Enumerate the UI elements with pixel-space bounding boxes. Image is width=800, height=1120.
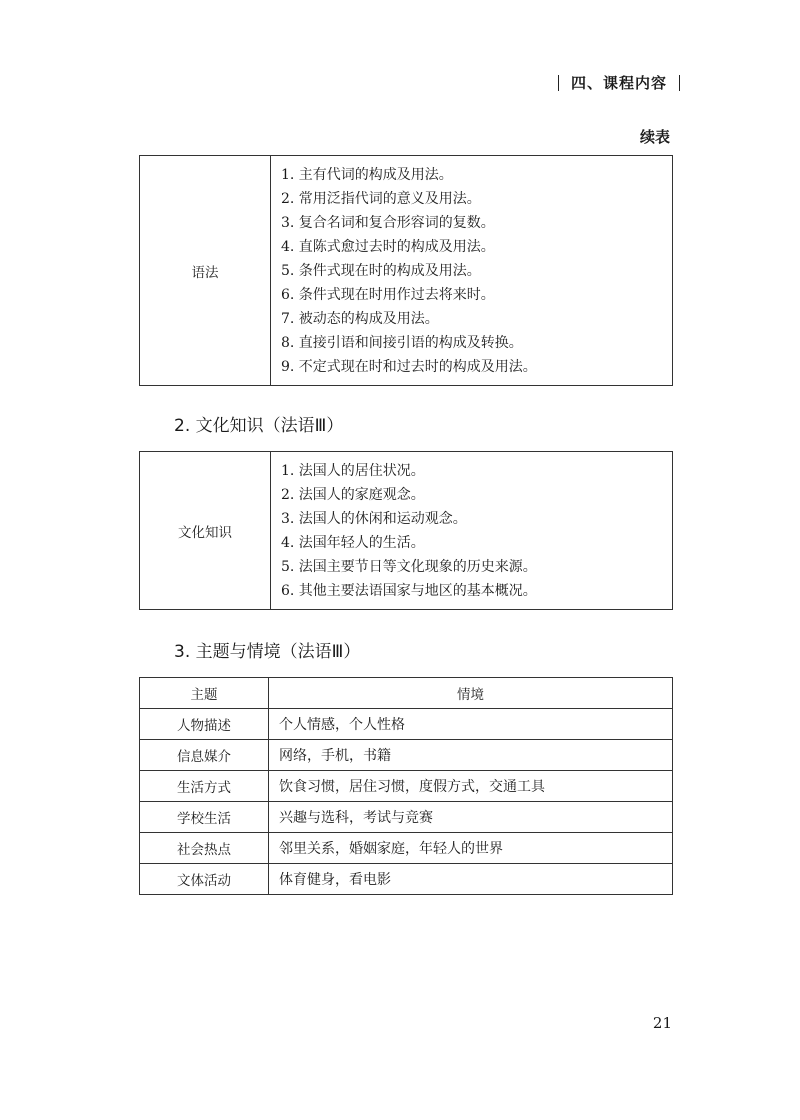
running-header [558,72,680,93]
grammar-category-cell: 语法 [140,156,271,386]
context-cell: 个人情感，个人性格 [269,709,673,740]
section-title: 四、课程内容 [570,74,667,92]
table-row [140,452,673,610]
list-item: 6. 其他主要法语国家与地区的基本概况。 [281,583,537,599]
culture-items-cell [271,452,673,610]
table-row [140,740,673,771]
list-item: 3. 法国人的休闲和运动观念。 [281,511,467,527]
list-item: 2. 法国人的家庭观念。 [281,487,425,503]
context-cell: 网络，手机，书籍 [269,740,673,771]
column-header-theme: 主题 [140,678,269,709]
continued-label: 续表 [639,128,670,146]
theme-cell: 人物描述 [140,709,269,740]
theme-cell: 文体活动 [140,864,269,895]
theme-cell: 学校生活 [140,802,269,833]
list-item: 6. 条件式现在时用作过去将来时。 [281,287,495,303]
topics-table [139,677,673,895]
table-row [140,864,673,895]
header-divider-right [679,75,680,91]
list-item: 5. 法国主要节日等文化现象的历史来源。 [281,559,537,575]
list-item: 2. 常用泛指代词的意义及用法。 [281,191,481,207]
column-header-context: 情境 [269,678,673,709]
culture-list [281,459,664,603]
grammar-items-cell [271,156,673,386]
culture-category-cell: 文化知识 [140,452,271,610]
table-row [140,771,673,802]
culture-table [139,451,673,610]
table-header-row [140,678,673,709]
theme-cell: 社会热点 [140,833,269,864]
topics-section-heading: 3. 主题与情境（法语Ⅲ） [174,642,361,662]
list-item: 9. 不定式现在时和过去时的构成及用法。 [281,359,537,375]
theme-cell: 信息媒介 [140,740,269,771]
table-row [140,156,673,386]
grammar-list [281,163,664,379]
list-item: 3. 复合名词和复合形容词的复数。 [281,215,495,231]
context-cell: 饮食习惯，居住习惯，度假方式，交通工具 [269,771,673,802]
list-item: 7. 被动态的构成及用法。 [281,311,439,327]
table-row [140,833,673,864]
header-divider-left [558,75,559,91]
page-number: 21 [652,1014,672,1032]
context-cell: 邻里关系，婚姻家庭，年轻人的世界 [269,833,673,864]
list-item: 8. 直接引语和间接引语的构成及转换。 [281,335,523,351]
theme-cell: 生活方式 [140,771,269,802]
context-cell: 体育健身，看电影 [269,864,673,895]
list-item: 1. 主有代词的构成及用法。 [281,167,453,183]
table-row [140,802,673,833]
list-item: 4. 法国年轻人的生活。 [281,535,425,551]
list-item: 4. 直陈式愈过去时的构成及用法。 [281,239,495,255]
context-cell: 兴趣与选科，考试与竞赛 [269,802,673,833]
list-item: 5. 条件式现在时的构成及用法。 [281,263,481,279]
grammar-table [139,155,673,386]
table-row [140,709,673,740]
culture-section-heading: 2. 文化知识（法语Ⅲ） [174,416,344,436]
list-item: 1. 法国人的居住状况。 [281,463,425,479]
